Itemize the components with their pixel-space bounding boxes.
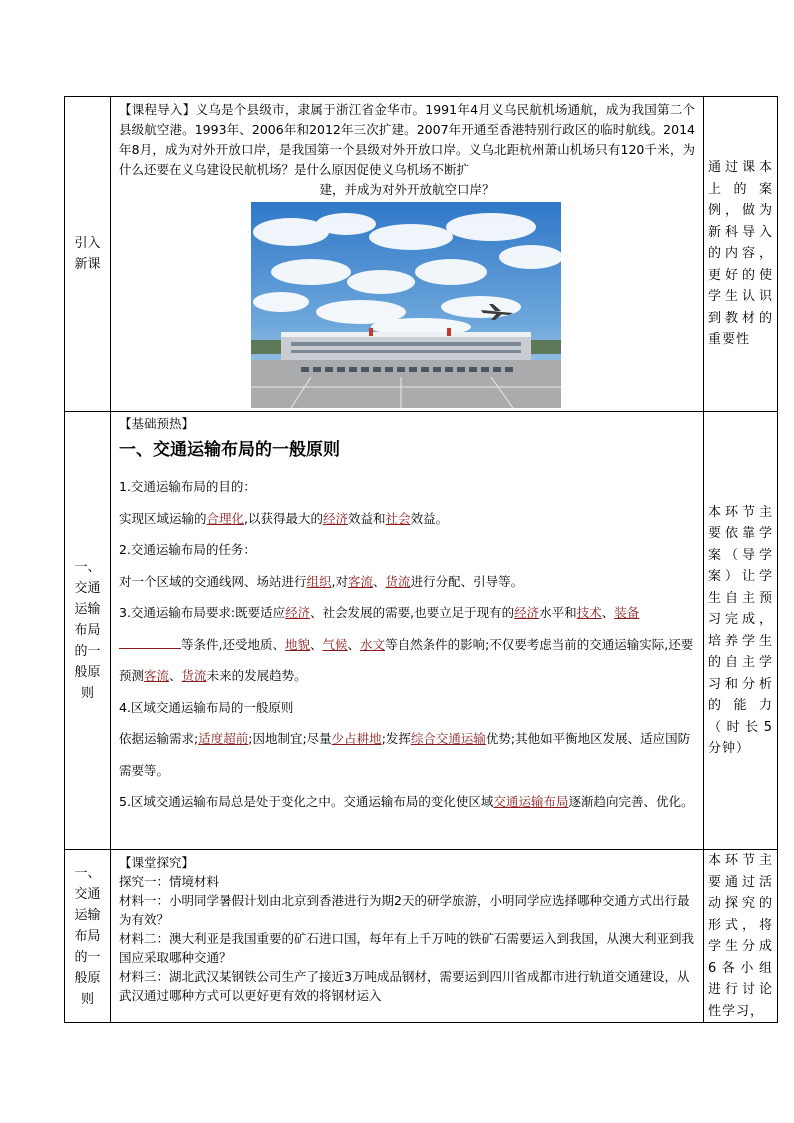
basics-tag: 【基础预热】	[119, 416, 195, 431]
explore-line-1: 探究一：情境材料	[119, 874, 220, 889]
item-change: 5.区域交通运输布局总是处于变化之中。交通运输布局的变化使区域交通运输布局逐渐趋向完善、优化。	[119, 794, 694, 809]
note-explore: 本环节主要通过活动探究的形式，将学生分成6各小组进行讨论性学习，	[704, 850, 778, 1023]
fill-blank	[119, 636, 181, 649]
intro-cell	[111, 97, 704, 412]
explore-line-2: 材料一：小明同学暑假计划由北京到香港进行为期2天的研学旅游，小明同学应选择哪种交通方式出行最为有效？	[119, 893, 690, 927]
explore-line-3: 材料二：澳大利亚是我国重要的矿石进口国，每年有上千万吨的铁矿石需要运入到我国，从澳大利亚到我国应采取哪种交通？	[119, 931, 695, 965]
note-basics: 本环节主要依靠学案（导学案）让学生自主预习完成，培养学生的自主学习和分析的能力（时长5分钟）	[704, 412, 778, 850]
item-requirements: 3.交通运输布局要求:既要适应经济、社会发展的需要,也要立足于现有的经济水平和技术、装备等条件,还受地质、地貌、气候、水文等自然条件的影响;不仅要考虑当前的交通运输实际,还要预测客流、货流未来的发展趋势。	[119, 605, 694, 683]
row-label-basics: 一、交通运输布局的一般原则	[65, 412, 111, 850]
lesson-plan-table	[64, 96, 778, 1023]
table-row-explore	[65, 850, 778, 1023]
item-task-body: 对一个区域的交通线网、场站进行组织,对客流、货流进行分配、引导等。	[119, 573, 524, 589]
item-purpose-heading: 1.交通运输布局的目的：	[119, 479, 256, 494]
item-principles-body: 依据运输需求;适度超前;因地制宜;尽量少占耕地;发挥综合交通运输优势;其他如平衡地区发展、适应国防需要等。	[119, 731, 691, 778]
item-purpose-body: 实现区域运输的合理化,以获得最大的经济效益和社会效益。	[119, 510, 449, 526]
item-principles-heading: 4.区域交通运输布局的一般原则	[119, 699, 294, 715]
row-label-explore: 一、交通运输布局的一般原则	[65, 850, 111, 1023]
section-title: 一、交通运输布局的一般原则	[119, 440, 340, 460]
explore-cell	[111, 850, 704, 1023]
explore-tag: 【课堂探究】	[119, 855, 195, 870]
explore-line-4: 材料三：湖北武汉某钢铁公司生产了接近3万吨成品钢材，需要运到四川省成都市进行轨道交通建设，从武汉通过哪种方式可以更好更有效的将钢材运入	[119, 969, 690, 1003]
airport-photo	[251, 202, 561, 408]
intro-body-end: 建，并成为对外开放航空口岸？	[319, 182, 495, 197]
table-row-intro	[65, 97, 778, 412]
intro-body: 义乌是个县级市，隶属于浙江省金华市。1991年4月义乌民航机场通航，成为我国第二个县级航空港。1993年、2006年和2012年三次扩建。2007年开通至香港特别行政区的临时航线。2014年8月，成为对外开放口岸，是我国第一个县级对外开放口岸。义乌北距杭州萧山机场只有120千米，为什么还要在义乌建设民航机场？是什么原因促使义乌机场不断扩	[119, 102, 695, 177]
table-row-basics	[65, 412, 778, 850]
intro-tag: 【课程导入】	[119, 102, 196, 117]
item-task-heading: 2.交通运输布局的任务：	[119, 542, 256, 557]
basics-cell	[111, 412, 704, 850]
row-label-intro: 引入新课	[65, 97, 111, 412]
basics-paragraph	[119, 471, 695, 818]
intro-text	[119, 100, 695, 200]
note-intro: 通过课本上的案例，做为新科导入的内容，更好的使学生认识到教材的重要性	[704, 97, 778, 412]
explore-content	[119, 853, 695, 1005]
